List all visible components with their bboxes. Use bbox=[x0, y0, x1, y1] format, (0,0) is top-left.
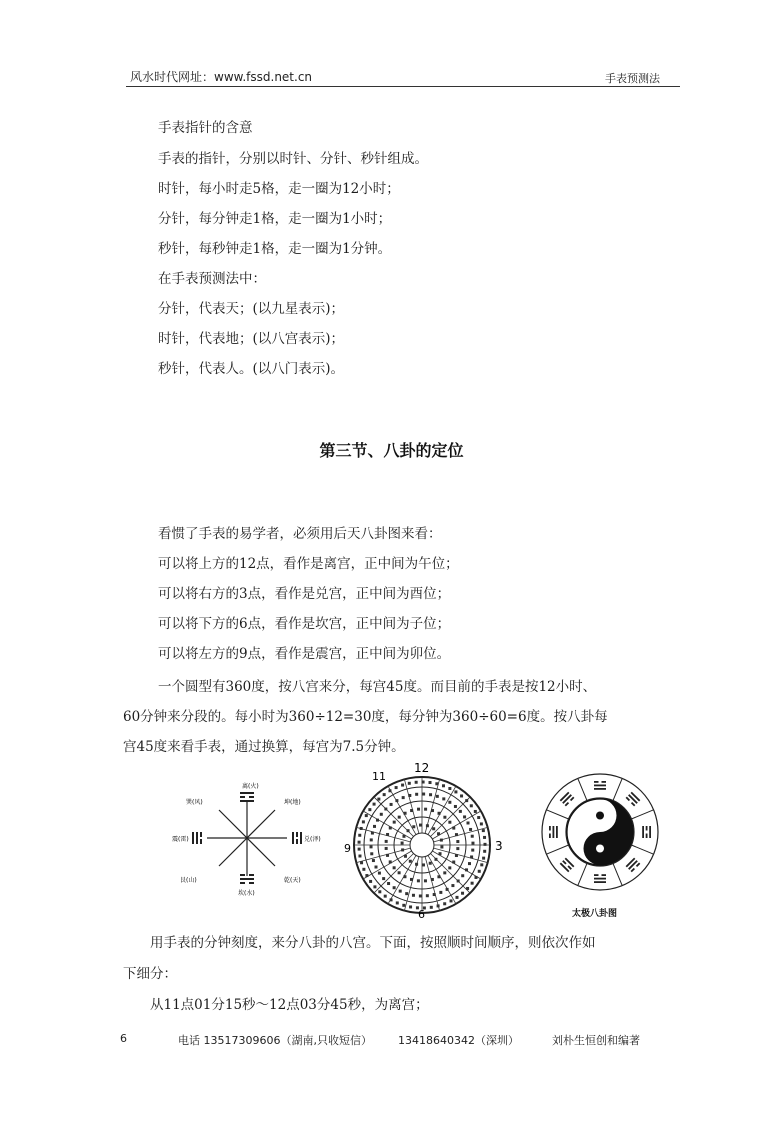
intro-line: 时针，代表地；(以八宫表示)； bbox=[158, 331, 345, 347]
label-kan: 坎(水) bbox=[238, 890, 255, 897]
intro-line: 时针，每小时走5格，走一圈为12小时； bbox=[158, 181, 400, 197]
footer-phone-shenzhen: 13418640342（深圳） bbox=[398, 1034, 519, 1047]
clock-luopan-diagram bbox=[340, 760, 520, 920]
section-line: 看惯了手表的易学者，必须用后天八卦图来看： bbox=[158, 526, 442, 542]
label-dui: 兑(泽) bbox=[304, 836, 321, 843]
intro-line: 秒针，每秒钟走1格，走一圈为1分钟。 bbox=[158, 241, 392, 257]
intro-line: 手表的指针，分别以时针、分针、秒针组成。 bbox=[158, 151, 428, 167]
footer-author: 刘朴生恒创和编著 bbox=[552, 1034, 640, 1047]
intro-line: 分针，每分钟走1格，走一圈为1小时； bbox=[158, 211, 392, 227]
clock-11-label: 11 bbox=[372, 770, 386, 783]
intro-line: 秒针，代表人。(以八门表示)。 bbox=[158, 361, 345, 377]
bagua-star-diagram bbox=[172, 778, 322, 898]
section-line: 可以将下方的6点，看作是坎宫，正中间为子位； bbox=[158, 616, 451, 632]
paragraph-line: 一个圆型有360度，按八宫来分，每宫45度。而目前的手表是按12小时、 bbox=[158, 679, 597, 695]
label-li: 离(火) bbox=[242, 783, 259, 790]
header-site: 风水时代网址：www.fssd.net.cn bbox=[130, 70, 313, 84]
clock-9-label: 9 bbox=[344, 842, 351, 855]
figure-caption: 太极八卦图 bbox=[572, 909, 618, 919]
header-rule bbox=[126, 86, 680, 87]
footer-phone-hunan: 电话 13517309606（湖南,只收短信） bbox=[178, 1034, 372, 1047]
header-title: 手表预测法 bbox=[605, 72, 660, 85]
label-kun: 坤(地) bbox=[284, 799, 301, 806]
page-number: 6 bbox=[120, 1032, 127, 1045]
clock-3-label: 3 bbox=[495, 839, 503, 853]
closing-line: 从11点01分15秒～12点03分45秒，为离宫； bbox=[150, 997, 429, 1013]
label-zhen: 震(雷) bbox=[172, 836, 189, 843]
intro-line: 分针，代表天；(以九星表示)； bbox=[158, 301, 345, 317]
closing-line: 下细分： bbox=[123, 966, 177, 982]
label-gen: 艮(山) bbox=[180, 877, 197, 884]
label-qian: 乾(天) bbox=[284, 877, 301, 884]
section-title: 第三节、八卦的定位 bbox=[319, 441, 464, 460]
intro-line: 在手表预测法中： bbox=[158, 271, 266, 287]
closing-line: 用手表的分钟刻度，来分八卦的八宫。下面，按照顺时间顺序，则依次作如 bbox=[150, 935, 596, 951]
intro-line: 手表指针的含意 bbox=[158, 120, 253, 136]
section-line: 可以将左方的9点，看作是震宫，正中间为卯位。 bbox=[158, 646, 451, 662]
taiji-bagua-diagram bbox=[538, 770, 663, 895]
section-line: 可以将上方的12点，看作是离宫，正中间为午位； bbox=[158, 556, 459, 572]
paragraph-line: 60分钟来分段的。每小时为360÷12=30度，每分钟为360÷60=6度。按八卦每 bbox=[123, 709, 608, 725]
section-line: 可以将右方的3点，看作是兑宫，正中间为酉位； bbox=[158, 586, 451, 602]
clock-6-label: 6 bbox=[418, 908, 425, 920]
label-xun: 巽(风) bbox=[186, 799, 203, 806]
clock-12-label: 12 bbox=[414, 761, 430, 775]
paragraph-line: 宫45度来看手表，通过换算，每宫为7.5分钟。 bbox=[123, 739, 405, 755]
